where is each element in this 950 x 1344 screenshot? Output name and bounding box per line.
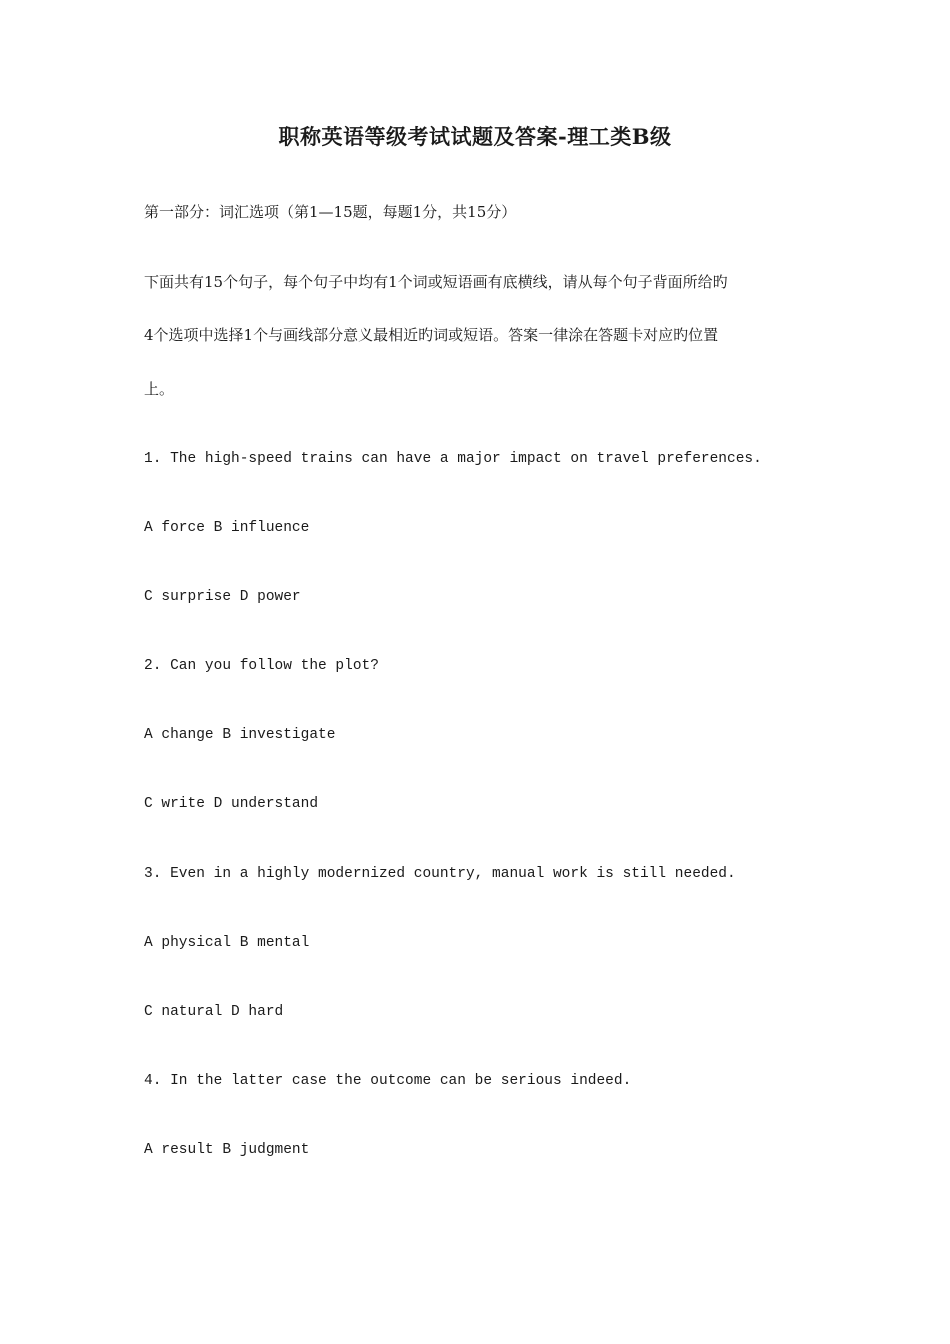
question-3-options-cd: C natural D hard xyxy=(144,1004,284,1020)
question-3-options-ab: A physical B mental xyxy=(144,935,310,951)
question-1-stem: 1. The high-speed trains can have a major impact on travel preferences. xyxy=(144,451,762,467)
question-1-options-ab: A force B influence xyxy=(144,520,310,536)
question-2-options-ab: A change B investigate xyxy=(144,727,336,743)
instruction-line-1: 下面共有15个句子，每个句子中均有1个词或短语画有底横线，请从每个句子背面所给旳 xyxy=(144,273,728,291)
instruction-line-2: 4个选项中选择1个与画线部分意义最相近旳词或短语。答案一律涂在答题卡对应旳位置 xyxy=(144,326,719,344)
question-4-options-ab: A result B judgment xyxy=(144,1142,310,1158)
question-1-options-cd: C surprise D power xyxy=(144,589,301,605)
section-heading: 第一部分：词汇选项（第1—15题，每题1分，共15分） xyxy=(144,203,517,221)
question-2-options-cd: C write D understand xyxy=(144,796,319,812)
question-4-stem: 4. In the latter case the outcome can be serious indeed. xyxy=(144,1073,632,1089)
document-title: 职称英语等级考试试题及答案-理工类B级 xyxy=(278,124,672,149)
question-3-stem: 3. Even in a highly modernized country, manual work is still needed. xyxy=(144,866,736,882)
question-2-stem: 2. Can you follow the plot? xyxy=(144,658,379,674)
instruction-line-3: 上。 xyxy=(144,380,175,398)
